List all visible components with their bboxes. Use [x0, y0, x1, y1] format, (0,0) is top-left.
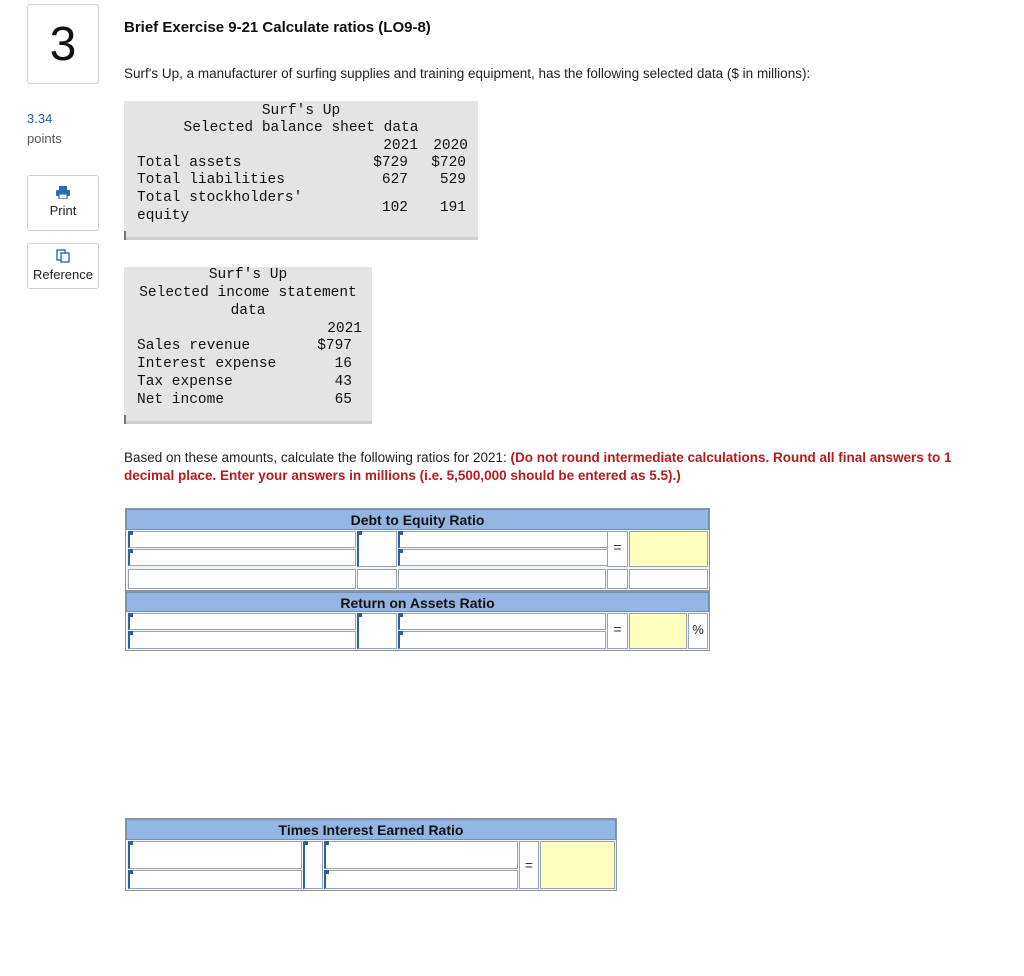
- debt-to-equity-blank: [128, 569, 356, 589]
- times-interest-earned-answer[interactable]: [540, 841, 615, 889]
- balance-row-label: Total liabilities: [137, 172, 285, 188]
- balance-row-value: 191: [439, 200, 466, 216]
- debt-to-equity-denominator-input[interactable]: [128, 549, 356, 566]
- debt-to-equity-numerator-value[interactable]: [398, 531, 626, 548]
- exercise-intro: Surf's Up, a manufacturer of surfing supplies and training equipment, has the following selected data ($ in millions):: [124, 66, 811, 81]
- income-row-label: Sales revenue: [137, 338, 251, 354]
- balance-row-value: $720: [431, 155, 466, 171]
- income-title: Selected income statement: [139, 285, 357, 301]
- income-row-label: Interest expense: [137, 356, 277, 372]
- income-company: Surf's Up: [208, 267, 288, 283]
- balance-sheet-table: [124, 101, 478, 240]
- points-label: points: [27, 131, 62, 146]
- debt-to-equity-blank: [398, 569, 606, 589]
- debt-to-equity-blank: [607, 569, 628, 589]
- times-interest-earned-numerator-input[interactable]: [128, 841, 302, 869]
- income-row-label: Net income: [137, 392, 225, 408]
- balance-row-label: Total assets: [137, 155, 242, 171]
- times-interest-earned-numerator-value[interactable]: [324, 841, 518, 869]
- return-on-assets-operator-input[interactable]: [357, 613, 397, 649]
- question-number: 3: [27, 4, 99, 84]
- print-label: Print: [49, 203, 77, 218]
- income-statement-table: [124, 267, 372, 424]
- reference-button[interactable]: [27, 243, 99, 289]
- return-on-assets-title: Return on Assets Ratio: [126, 592, 709, 612]
- return-on-assets-numerator-input[interactable]: [128, 613, 356, 630]
- income-row-value: 43: [334, 374, 352, 390]
- reference-label: Reference: [33, 267, 93, 282]
- times-interest-earned-title: Times Interest Earned Ratio: [126, 819, 616, 840]
- debt-to-equity-title: Debt to Equity Ratio: [126, 509, 709, 530]
- times-interest-earned-denominator-value[interactable]: [324, 870, 518, 889]
- return-on-assets-percent: %: [688, 613, 708, 649]
- balance-row-value: 627: [381, 172, 408, 188]
- debt-to-equity-answer[interactable]: [629, 531, 708, 567]
- times-interest-earned-denominator-input[interactable]: [128, 870, 302, 889]
- debt-to-equity-numerator-input[interactable]: [128, 531, 356, 548]
- printer-icon: [56, 186, 70, 199]
- points-value: 3.34: [27, 111, 53, 126]
- income-row-value: 16: [334, 356, 352, 372]
- income-row-value: 65: [334, 392, 352, 408]
- balance-year-2020: 2020: [433, 138, 468, 154]
- exercise-title: Brief Exercise 9-21 Calculate ratios (LO9-8): [124, 19, 431, 36]
- income-row-value: $797: [317, 338, 352, 354]
- balance-year-2021: 2021: [383, 138, 418, 154]
- balance-row-value: 102: [381, 200, 408, 216]
- debt-to-equity-denominator-value[interactable]: [398, 549, 626, 566]
- debt-to-equity-operator-input[interactable]: [357, 531, 397, 567]
- balance-row-label: Total stockholders': [137, 190, 303, 206]
- return-on-assets-denominator-value[interactable]: [398, 631, 606, 649]
- debt-to-equity-blank: [357, 569, 397, 589]
- times-interest-earned-equals: =: [519, 841, 539, 889]
- return-on-assets-equals: =: [607, 613, 628, 649]
- return-on-assets-numerator-value[interactable]: [398, 613, 606, 630]
- instructions-emphasis: (Do not round intermediate calculations. Round all final answers to 1 decimal place. Enter your answers in millions (i.e. 5,500,000 should be entered as 5.5).): [124, 450, 952, 483]
- instructions: [124, 449, 964, 485]
- return-on-assets-section: [125, 591, 710, 651]
- print-button[interactable]: [27, 175, 99, 231]
- income-title-cont: data: [230, 303, 266, 319]
- debt-to-equity-equals: =: [607, 531, 628, 567]
- return-on-assets-answer[interactable]: [629, 613, 687, 649]
- times-interest-earned-operator-input[interactable]: [303, 841, 323, 889]
- debt-to-equity-section: [125, 508, 710, 591]
- income-row-label: Tax expense: [137, 374, 233, 390]
- debt-to-equity-blank: [629, 569, 708, 589]
- balance-row-value: 529: [439, 172, 466, 188]
- reference-icon: [56, 249, 70, 263]
- times-interest-earned-section: [125, 818, 617, 891]
- instructions-text: Based on these amounts, calculate the following ratios for 2021:: [124, 450, 511, 465]
- balance-sheet-title: Selected balance sheet data: [183, 120, 419, 136]
- balance-row-value: $729: [373, 155, 408, 171]
- income-year: 2021: [327, 321, 362, 337]
- return-on-assets-denominator-input[interactable]: [128, 631, 356, 649]
- balance-row-label-cont: equity: [137, 208, 190, 224]
- balance-sheet-company: Surf's Up: [261, 103, 341, 119]
